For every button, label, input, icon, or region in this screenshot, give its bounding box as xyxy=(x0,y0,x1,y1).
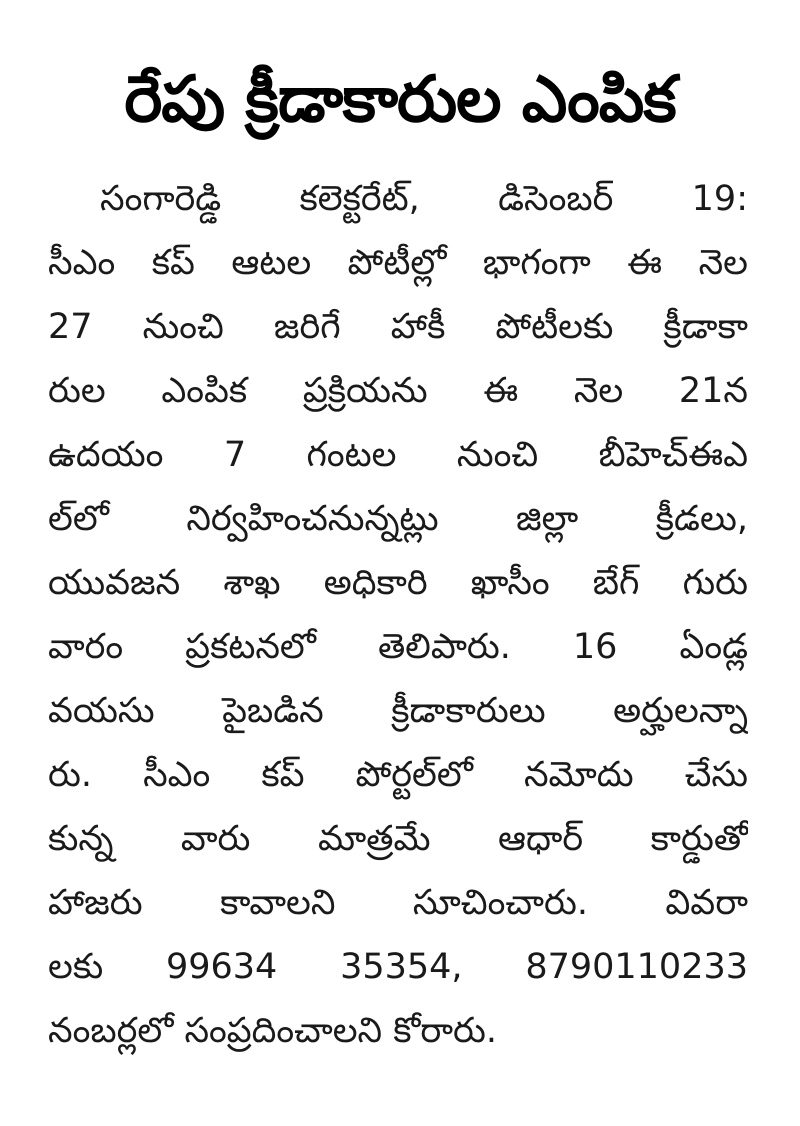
article-line: సంగారెడ్డి కలెక్టరేట్, డిసెంబర్ 19: xyxy=(100,179,748,219)
article-line: యువజన శాఖ అధికారి ఖాసీం బేగ్ గురు xyxy=(48,563,748,603)
article-line: ఉదయం 7 గంటల నుంచి బీహెచ్ఈఎ xyxy=(48,435,748,475)
article-body xyxy=(48,167,748,1063)
article-line: హాజరు కావాలని సూచించారు. వివరా xyxy=(48,883,748,923)
article-line: రు. సీఎం కప్ పోర్టల్‌లో నమోదు చేసు xyxy=(48,755,748,795)
article-line: లకు 99634 35354, 8790110233 xyxy=(48,947,748,987)
article-line: వారం ప్రకటనలో తెలిపారు. 16 ఏండ్ల xyxy=(48,627,748,667)
article-line: నంబర్లలో సంప్రదించాలని కోరారు. xyxy=(48,1011,498,1051)
article-line: రుల ఎంపిక ప్రక్రియను ఈ నెల 21న xyxy=(48,371,748,411)
previous-article-cut-line xyxy=(40,0,760,18)
article-line: 27 నుంచి జరిగే హాకీ పోటీలకు క్రీడాకా xyxy=(48,307,748,347)
headline: రేపు క్రీడాకారుల ఎంపిక xyxy=(124,63,676,137)
article-line: కున్న వారు మాత్రమే ఆధార్ కార్డుతో xyxy=(48,819,748,859)
article-line: సీఎం కప్ ఆటల పోటీల్లో భాగంగా ఈ నెల xyxy=(48,243,748,283)
article-line: వయసు పైబడిన క్రీడాకారులు అర్హులన్నా xyxy=(48,691,748,731)
article-line: ల్‌లో నిర్వహించనున్నట్లు జిల్లా క్రీడలు, xyxy=(48,499,748,539)
